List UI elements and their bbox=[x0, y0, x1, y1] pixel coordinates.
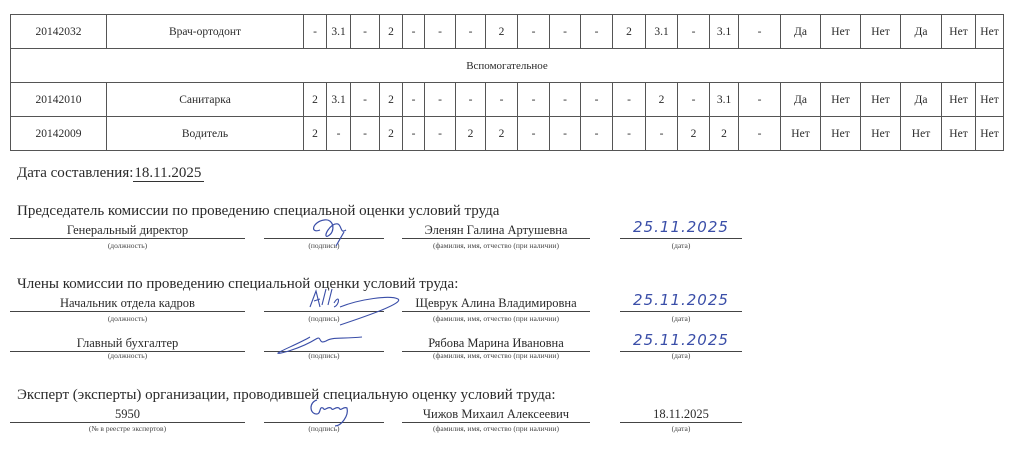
factor-class-cell: - bbox=[550, 117, 581, 151]
job-code-cell: 20142009 bbox=[11, 117, 107, 151]
factor-class-cell: - bbox=[351, 83, 380, 117]
caption-position: (должность) bbox=[107, 314, 148, 323]
members-heading: Члены комиссии по проведению специальной оценки условий труда: bbox=[17, 276, 459, 292]
caption-signature: (подпись) bbox=[308, 314, 340, 323]
factor-class-cell: 3.1 bbox=[327, 83, 351, 117]
member-1-position: Начальник отдела кадров bbox=[10, 295, 245, 312]
factor-class-cell: 2 bbox=[613, 15, 646, 49]
factor-class-cell: - bbox=[456, 83, 486, 117]
factor-class-cell: - bbox=[351, 15, 380, 49]
expert-signature-icon bbox=[305, 392, 375, 432]
factor-class-cell: 2 bbox=[710, 117, 739, 151]
factor-class-cell: - bbox=[613, 83, 646, 117]
table-row bbox=[11, 83, 1004, 117]
yes-no-cell: Нет bbox=[821, 15, 861, 49]
member-2-date: 25.11.2025 bbox=[620, 332, 742, 352]
compiled-date-label: Дата составления: bbox=[17, 165, 134, 181]
factor-class-cell: - bbox=[739, 15, 781, 49]
chairman-position: Генеральный директор bbox=[10, 222, 245, 239]
factor-class-cell: - bbox=[518, 83, 550, 117]
yes-no-cell: Нет bbox=[942, 83, 976, 117]
factor-class-cell: - bbox=[518, 117, 550, 151]
section-row bbox=[11, 49, 1004, 83]
caption-date: (дата) bbox=[671, 424, 691, 433]
factor-class-cell: - bbox=[646, 117, 678, 151]
yes-no-cell: Нет bbox=[976, 83, 1004, 117]
factor-class-cell: - bbox=[678, 83, 710, 117]
caption-registry: (№ в реестре экспертов) bbox=[88, 424, 167, 433]
member-2-position: Главный бухгалтер bbox=[10, 335, 245, 352]
factor-class-cell: - bbox=[581, 83, 613, 117]
factor-class-cell: 2 bbox=[380, 117, 403, 151]
job-code-cell: 20142010 bbox=[11, 83, 107, 117]
yes-no-cell: Нет bbox=[942, 15, 976, 49]
expert-name: Чижов Михаил Алексеевич bbox=[402, 406, 590, 423]
caption-signature: (подпись) bbox=[308, 351, 340, 360]
position-cell: Врач-ортодонт bbox=[107, 15, 304, 49]
factor-class-cell: - bbox=[403, 15, 425, 49]
yes-no-cell: Нет bbox=[861, 117, 901, 151]
table-row bbox=[11, 15, 1004, 49]
factor-class-cell: 2 bbox=[646, 83, 678, 117]
yes-no-cell: Да bbox=[901, 83, 942, 117]
factor-class-cell: - bbox=[678, 15, 710, 49]
factor-class-cell: - bbox=[613, 117, 646, 151]
factor-class-cell: - bbox=[456, 15, 486, 49]
caption-fullname: (фамилия, имя, отчество (при наличии) bbox=[433, 314, 559, 323]
member-1-name: Щеврук Алина Владимировна bbox=[402, 295, 590, 312]
yes-no-cell: Да bbox=[781, 83, 821, 117]
caption-date: (дата) bbox=[671, 314, 691, 323]
factor-class-cell: 2 bbox=[304, 83, 327, 117]
compiled-date-line bbox=[17, 165, 204, 182]
yes-no-cell: Нет bbox=[976, 117, 1004, 151]
expert-registry-number: 5950 bbox=[10, 406, 245, 423]
factor-class-cell: - bbox=[518, 15, 550, 49]
yes-no-cell: Нет bbox=[861, 15, 901, 49]
factor-class-cell: - bbox=[739, 117, 781, 151]
factor-class-cell: - bbox=[304, 15, 327, 49]
position-cell: Санитарка bbox=[107, 83, 304, 117]
factor-class-cell: 2 bbox=[304, 117, 327, 151]
caption-signature: (подпись) bbox=[308, 241, 340, 250]
factor-class-cell: - bbox=[739, 83, 781, 117]
factor-class-cell: 3.1 bbox=[710, 83, 739, 117]
caption-fullname: (фамилия, имя, отчество (при наличии) bbox=[433, 241, 559, 250]
factor-class-cell: - bbox=[425, 117, 456, 151]
yes-no-cell: Нет bbox=[821, 117, 861, 151]
results-table bbox=[10, 14, 1004, 151]
yes-no-cell: Нет bbox=[781, 117, 821, 151]
factor-class-cell: 2 bbox=[380, 15, 403, 49]
member-2-name: Рябова Марина Ивановна bbox=[402, 335, 590, 352]
yes-no-cell: Нет bbox=[901, 117, 942, 151]
caption-position: (должность) bbox=[107, 351, 148, 360]
factor-class-cell: 3.1 bbox=[710, 15, 739, 49]
factor-class-cell: 2 bbox=[380, 83, 403, 117]
chairman-heading: Председатель комиссии по проведению специальной оценки условий труда bbox=[17, 203, 500, 219]
caption-position: (должность) bbox=[107, 241, 148, 250]
caption-signature: (подпись) bbox=[308, 424, 340, 433]
factor-class-cell: - bbox=[550, 15, 581, 49]
factor-class-cell: - bbox=[403, 117, 425, 151]
caption-date: (дата) bbox=[671, 241, 691, 250]
factor-class-cell: - bbox=[486, 83, 518, 117]
yes-no-cell: Нет bbox=[942, 117, 976, 151]
factor-class-cell: 3.1 bbox=[327, 15, 351, 49]
expert-date: 18.11.2025 bbox=[620, 406, 742, 423]
factor-class-cell: - bbox=[351, 117, 380, 151]
job-code-cell: 20142032 bbox=[11, 15, 107, 49]
factor-class-cell: - bbox=[425, 15, 456, 49]
expert-heading: Эксперт (эксперты) организации, проводившей специальную оценку условий труда: bbox=[17, 387, 556, 403]
factor-class-cell: 2 bbox=[456, 117, 486, 151]
member-1-date: 25.11.2025 bbox=[620, 292, 742, 312]
chairman-name: Эленян Галина Артушевна bbox=[402, 222, 590, 239]
compiled-date-value: 18.11.2025 bbox=[133, 165, 204, 182]
yes-no-cell: Нет bbox=[976, 15, 1004, 49]
yes-no-cell: Нет bbox=[861, 83, 901, 117]
caption-fullname: (фамилия, имя, отчество (при наличии) bbox=[433, 424, 559, 433]
section-label: Вспомогательное bbox=[11, 49, 1004, 83]
factor-class-cell: - bbox=[327, 117, 351, 151]
member-2-signature-icon bbox=[270, 325, 380, 365]
caption-fullname: (фамилия, имя, отчество (при наличии) bbox=[433, 351, 559, 360]
position-cell: Водитель bbox=[107, 117, 304, 151]
factor-class-cell: - bbox=[425, 83, 456, 117]
factor-class-cell: - bbox=[581, 15, 613, 49]
factor-class-cell: - bbox=[550, 83, 581, 117]
factor-class-cell: 2 bbox=[678, 117, 710, 151]
chairman-date: 25.11.2025 bbox=[620, 219, 742, 239]
factor-class-cell: - bbox=[581, 117, 613, 151]
yes-no-cell: Да bbox=[781, 15, 821, 49]
factor-class-cell: 2 bbox=[486, 117, 518, 151]
yes-no-cell: Да bbox=[901, 15, 942, 49]
factor-class-cell: - bbox=[403, 83, 425, 117]
factor-class-cell: 3.1 bbox=[646, 15, 678, 49]
caption-date: (дата) bbox=[671, 351, 691, 360]
yes-no-cell: Нет bbox=[821, 83, 861, 117]
factor-class-cell: 2 bbox=[486, 15, 518, 49]
chairman-signature-icon bbox=[300, 212, 360, 252]
table-row bbox=[11, 117, 1004, 151]
